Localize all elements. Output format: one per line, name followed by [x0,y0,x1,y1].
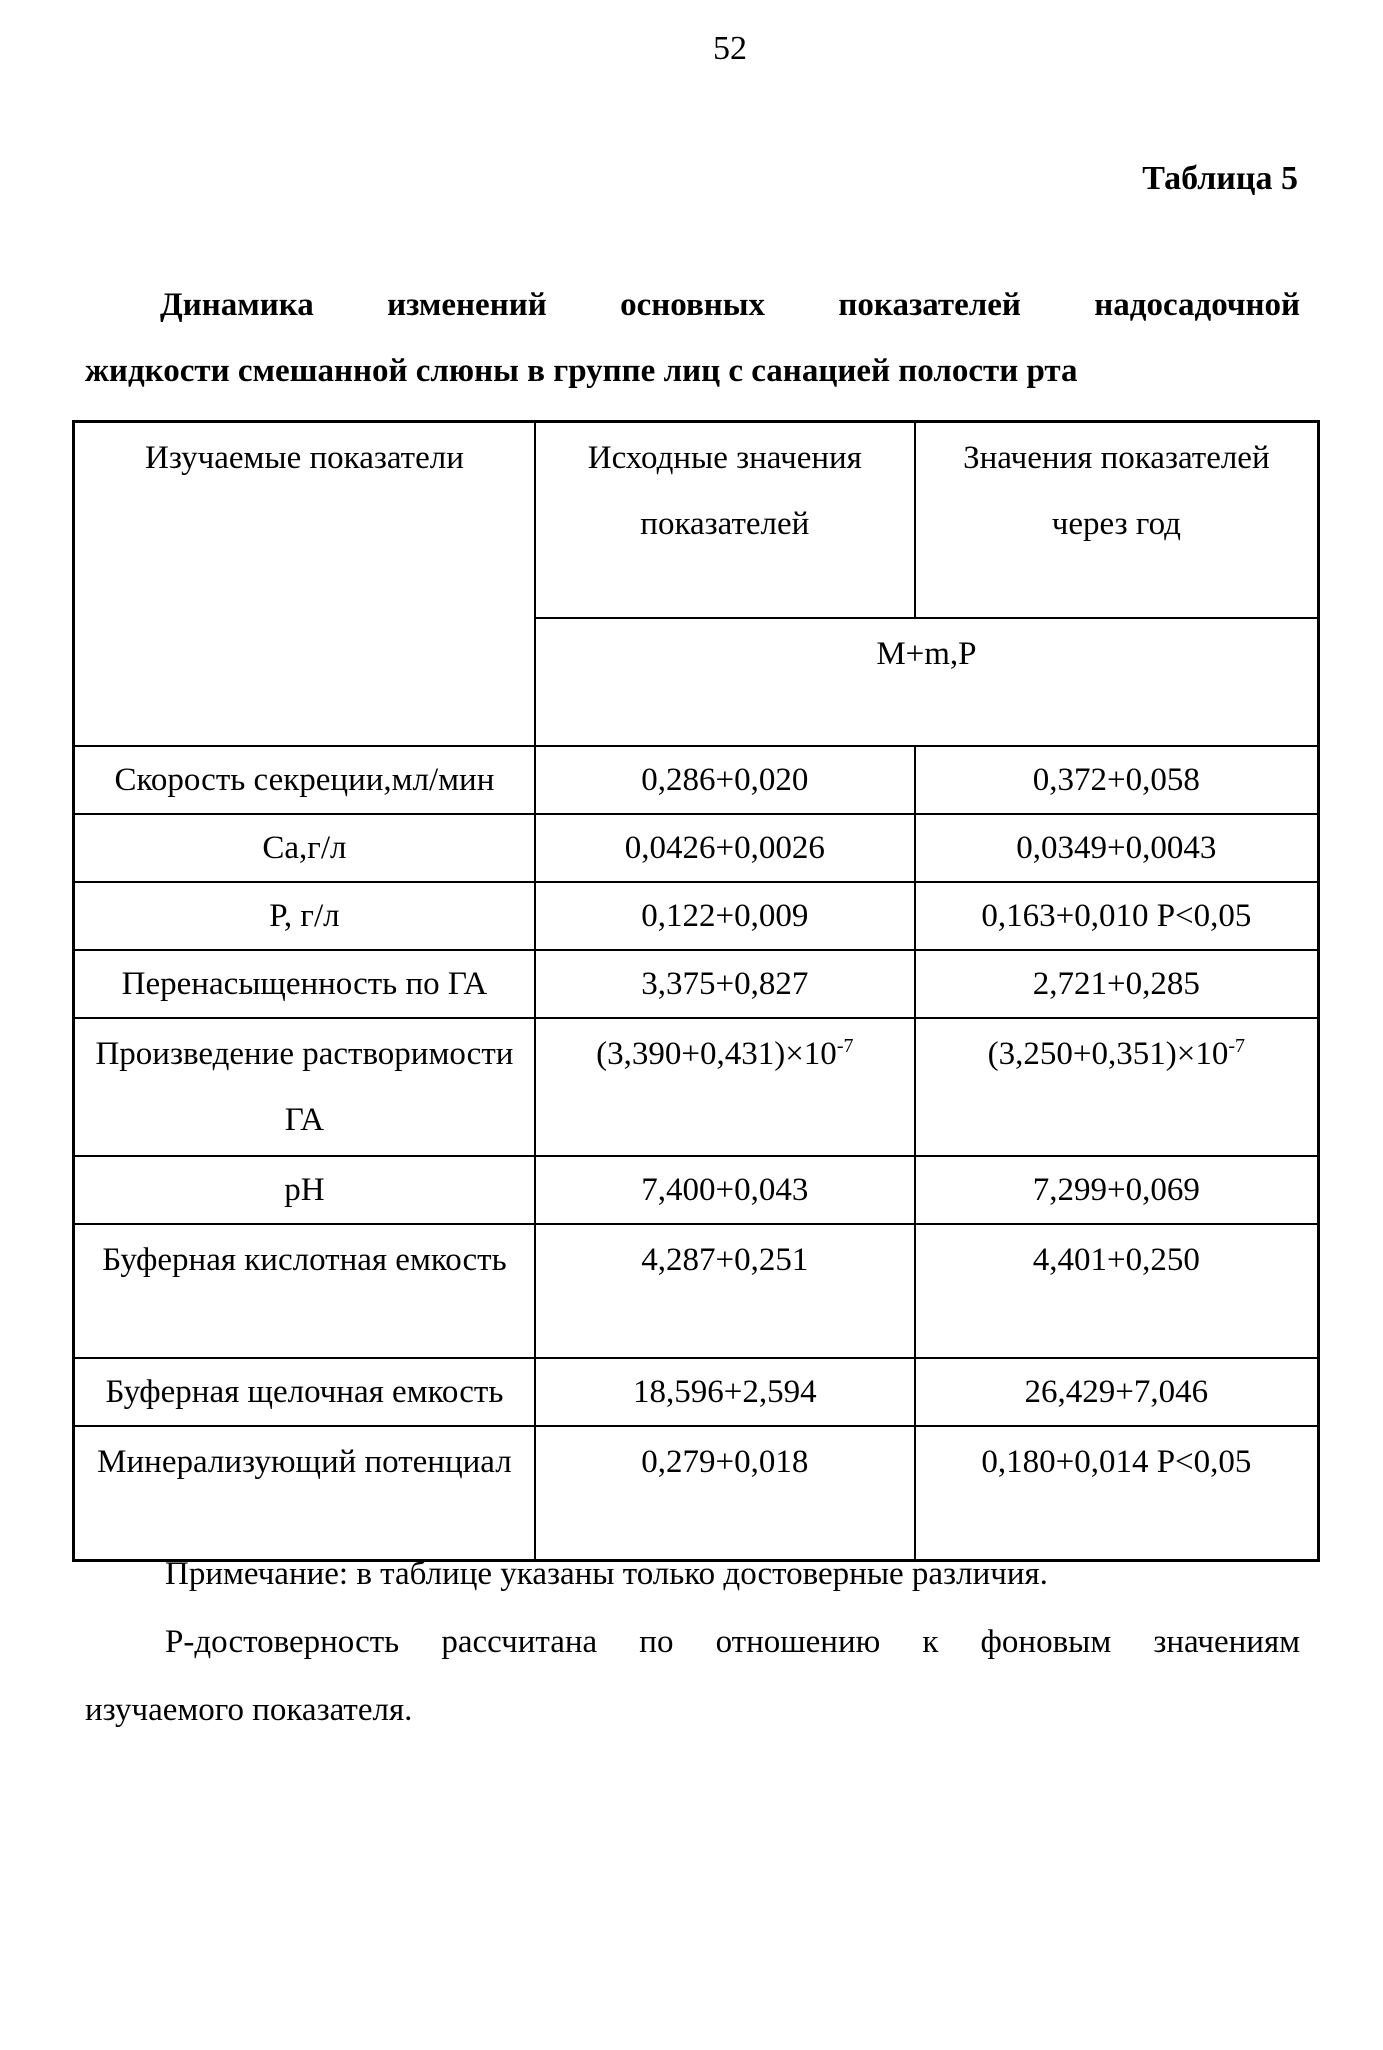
caption-line-1: Динамика изменений основных показателей надосадочной [160,287,1300,323]
table-row [74,1224,1319,1358]
table-header-row [74,422,1319,619]
row-after-year-value: 0,0349+0,0043 [915,814,1319,882]
row-after-year-value: 0,180+0,014 P<0,05 [915,1426,1319,1561]
row-indicator: Произведение растворимости ГА [74,1018,535,1156]
row-after-year-value: 26,429+7,046 [915,1358,1319,1426]
row-after-year-value: 0,163+0,010 P<0,05 [915,882,1319,950]
row-indicator: Буферная щелочная емкость [74,1358,535,1426]
row-indicator: Перенасыщенность по ГА [74,950,535,1018]
table-caption [85,272,1300,404]
row-initial-value [535,1018,915,1156]
caption-line-2: жидкости смешанной слюны в группе лиц с санацией полости рта [85,353,1078,389]
table-row [74,1358,1319,1426]
row-initial-value: 0,0426+0,0026 [535,814,915,882]
note-line-2: P-достоверность рассчитана по отношению к фоновым значениям [165,1624,1300,1660]
indicators-table [72,420,1320,1562]
table-row [74,814,1319,882]
row-indicator: P, г/л [74,882,535,950]
row-initial-mantissa: (3,390+0,431)×10 [596,1036,837,1072]
table-note [85,1540,1300,1744]
table-row [74,882,1319,950]
row-initial-value: 0,279+0,018 [535,1426,915,1561]
row-after-year-value: 0,372+0,058 [915,746,1319,814]
row-after-year-exponent: -7 [1228,1035,1246,1057]
row-initial-value: 0,122+0,009 [535,882,915,950]
table-row [74,1018,1319,1156]
row-initial-exponent: -7 [836,1035,854,1057]
table-row [74,746,1319,814]
header-unit: M+m,P [535,618,1319,746]
note-line-1: Примечание: в таблице указаны только достоверные различия. [165,1556,1048,1592]
row-initial-value: 18,596+2,594 [535,1358,915,1426]
table-row [74,950,1319,1018]
row-initial-value: 4,287+0,251 [535,1224,915,1358]
row-after-year-value: 7,299+0,069 [915,1156,1319,1224]
row-after-year-value: 4,401+0,250 [915,1224,1319,1358]
header-indicator: Изучаемые показатели [74,422,535,747]
row-after-year-value: 2,721+0,285 [915,950,1319,1018]
note-line-3: изучаемого показателя. [85,1692,413,1728]
row-initial-value: 3,375+0,827 [535,950,915,1018]
row-after-year-mantissa: (3,250+0,351)×10 [987,1036,1229,1072]
page-number: 52 [713,30,747,67]
header-initial: Исходные значения показателей [535,422,915,619]
row-after-year-value [915,1018,1319,1156]
row-indicator: Буферная кислотная емкость [74,1224,535,1358]
header-after-year: Значения показателей через год [915,422,1319,619]
table-row [74,1156,1319,1224]
row-indicator: pH [74,1156,535,1224]
row-initial-value: 0,286+0,020 [535,746,915,814]
row-indicator: Скорость секреции,мл/мин [74,746,535,814]
row-indicator: Минерализующий потенциал [74,1426,535,1561]
table-label: Таблица 5 [1142,160,1298,197]
row-initial-value: 7,400+0,043 [535,1156,915,1224]
row-indicator: Ca,г/л [74,814,535,882]
